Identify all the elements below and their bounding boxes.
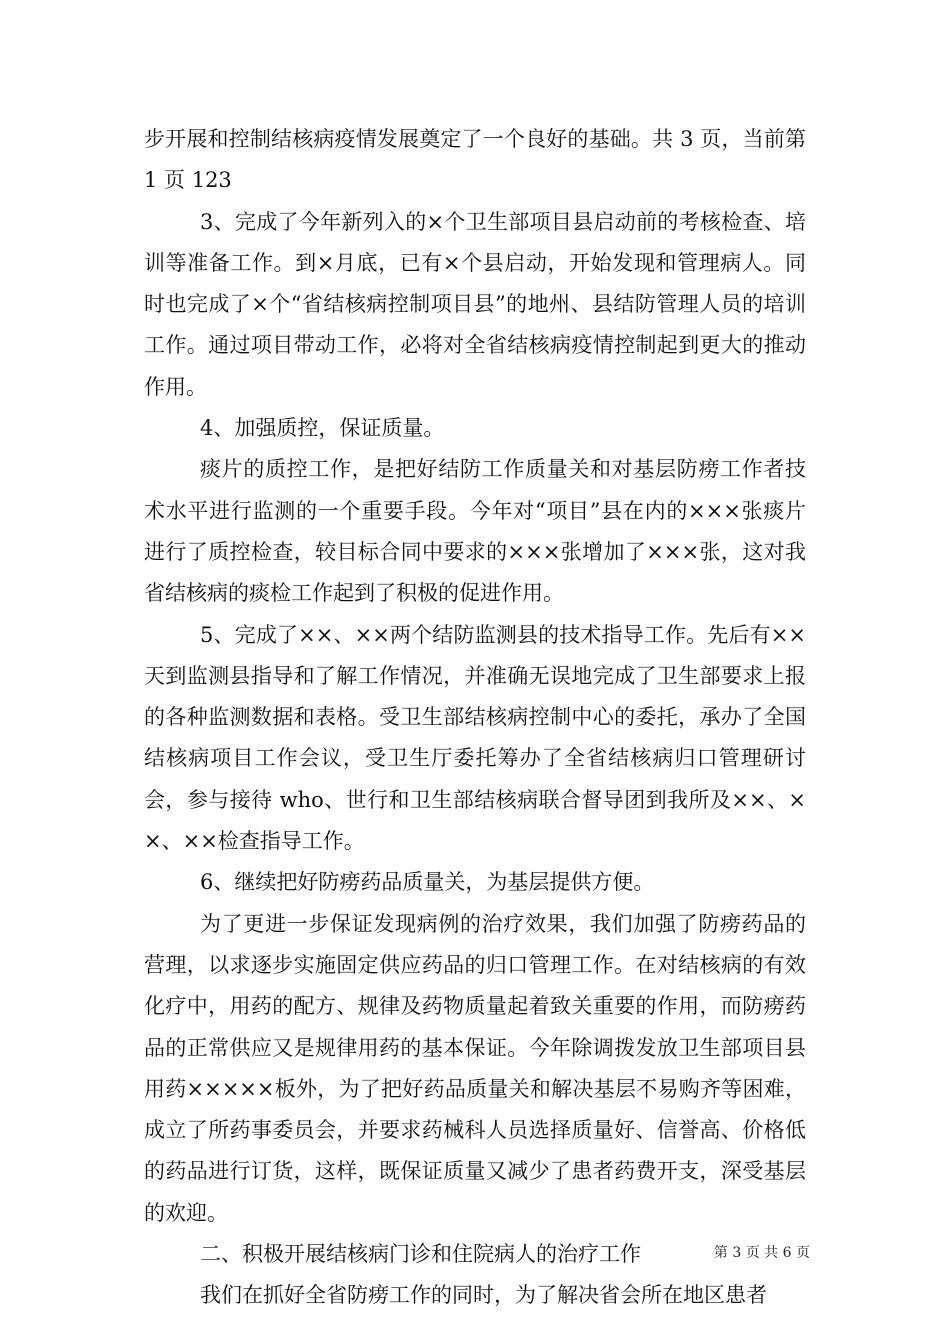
paragraph: 5、完成了××、××两个结防监测县的技术指导工作。先后有××天到监测县指导和了解工作情况，并准确无误地完成了卫生部要求上报的各种监测数据和表格。受卫生部结核病控制中心的委托，承办了全国结核病项目工作会议，受卫生厅委托筹办了全省结核病归口管理研讨会，参与接待 who、世行和卫生部结核病联合督导团到我所及××、××、××检查指导工作。 — [144, 622, 806, 854]
paragraph: 步开展和控制结核病疫情发展奠定了一个良好的基础。共 3 页，当前第 1 页 123 — [144, 127, 806, 193]
paragraph: 4、加强质控，保证质量。 — [200, 416, 445, 441]
paragraph: 6、继续把好防痨药品质量关，为基层提供方便。 — [200, 870, 655, 895]
paragraph: 痰片的质控工作，是把好结防工作质量关和对基层防痨工作者技术水平进行监测的一个重要手段。今年对“项目”县在内的×××张痰片进行了质控检查，较目标合同中要求的×××张增加了×××张，这对我省结核病的痰检工作起到了积极的促进作用。 — [144, 457, 806, 606]
paragraph: 3、完成了今年新列入的×个卫生部项目县启动前的考核检查、培训等准备工作。到×月底，已有×个县启动，开始发现和管理病人。同时也完成了×个“省结核病控制项目县”的地州、县结防管理人员的培训工作。通过项目带动工作，必将对全省结核病疫情控制起到更大的推动作用。 — [144, 209, 806, 399]
section-heading: 二、积极开展结核病门诊和住院病人的治疗工作 — [200, 1242, 641, 1267]
paragraph: 为了更进一步保证发现病例的治疗效果，我们加强了防痨药品的营理，以求逐步实施固定供应药品的归口管理工作。在对结核病的有效化疗中，用药的配方、规律及药物质量起着致关重要的作用，而防痨药品的正常供应又是规律用药的基本保证。今年除调拨发放卫生部项目县用药×××××板外，为了把好药品质量关和解决基层不易购齐等困难，成立了所药事委员会，并要求药械科人员选择质量好、信誉高、价格低的药品进行订货，这样，既保证质量又减少了患者药费开支，深受基层的欢迎。 — [144, 911, 806, 1225]
document-body — [144, 119, 806, 1317]
page-number: 第 3 页 共 6 页 — [713, 1245, 810, 1261]
paragraph: 我们在抓好全省防痨工作的同时，为了解决省会所在地区患者 — [200, 1283, 767, 1308]
